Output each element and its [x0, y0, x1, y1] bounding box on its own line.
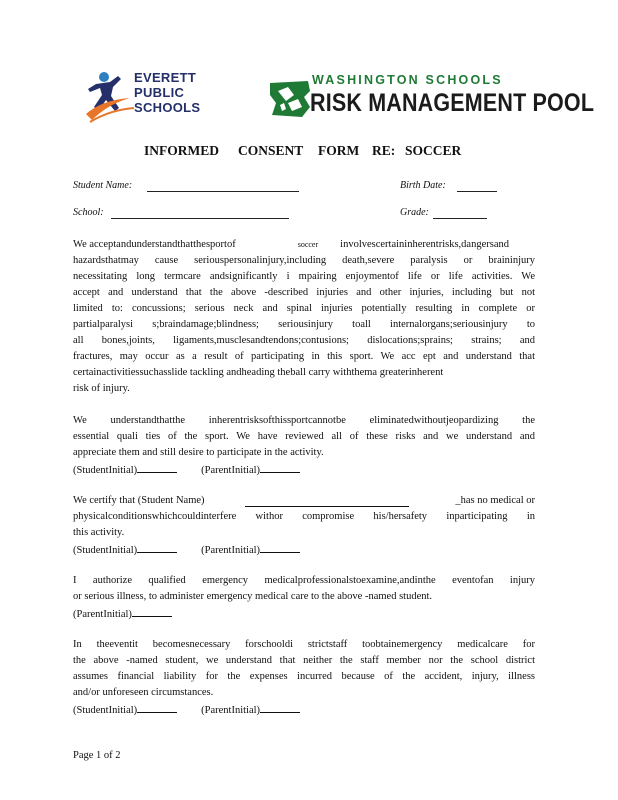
student-initial-label: (StudentInitial)	[73, 545, 138, 556]
paragraph-certify	[73, 493, 535, 559]
everett-public-schools-logo	[84, 70, 214, 126]
paragraph-line: certainactivitiessuchasslide tackling andheading theball carry withthema greaterinherent	[73, 367, 444, 378]
student-name-inline-field[interactable]	[245, 495, 409, 507]
paragraph-risks	[73, 237, 535, 397]
student-name-label: Student Name:	[73, 180, 133, 191]
paragraph-line: We certify that (Student Name) _has no medical or	[73, 495, 535, 506]
title-word: CONSENT	[238, 143, 304, 158]
student-initial-label: (StudentInitial)	[73, 705, 138, 716]
paragraph-line: assumes financial liability for the expenses incurred because of the accident, injury, illness	[73, 671, 535, 682]
initials-line	[73, 605, 535, 623]
title-word: SOCCER	[405, 143, 462, 158]
paragraph-line: I authorize qualified emergency medicalprofessionalstoexamine,andinthe eventofan injury	[73, 575, 535, 586]
parent-initial-label: (ParentInitial)	[201, 705, 261, 716]
paragraph-line: this activity.	[73, 527, 125, 538]
grade-field[interactable]	[433, 217, 487, 219]
birth-date-field[interactable]	[457, 190, 497, 192]
wsrmp-logo	[268, 73, 595, 127]
paragraph-line: or serious illness, to administer emergency medical care to the above -named student.	[73, 591, 433, 602]
initials-line	[73, 701, 535, 719]
school-field[interactable]	[111, 217, 289, 219]
paragraph-line: the above -named student, we understand that neither the staff member nor the school district	[73, 655, 535, 666]
paragraph-line: partialparalysi s;braindamage;blindness; seriousinjury toall internalorgans;seriousinjury to	[73, 319, 535, 330]
paragraph-line: necessitating long termcare andsignificantly i mpairing enjoymentof life or life activities. We	[73, 271, 535, 282]
wsrmp-top-text: WASHINGTON SCHOOLS	[312, 73, 503, 87]
paragraph-line: In theeventit becomesnecessary forschooldi strictstaff toobtainemergency medicalcare for	[73, 639, 535, 650]
paragraph-line: and/or unforeseen circumstances.	[73, 687, 214, 698]
everett-logo-text: EVERETT PUBLIC SCHOOLS	[134, 70, 201, 115]
paragraph-line: risk of injury.	[73, 383, 130, 394]
parent-initial-field[interactable]	[132, 605, 172, 617]
page-number: Page 1 of 2	[73, 750, 121, 761]
student-initial-field[interactable]	[137, 461, 177, 473]
parent-initial-field[interactable]	[260, 541, 300, 553]
paragraph-line: physicalconditionswhichcouldinterfere withor compromise his/hersafety inparticipating in	[73, 511, 535, 522]
parent-initial-field[interactable]	[260, 701, 300, 713]
runner-figure-icon	[84, 70, 136, 126]
paragraph-line: essential quali ties of the sport. We have reviewed all of these risks and we understand and	[73, 431, 535, 442]
paragraph-line: fractures, may occur as a result of participating in this sport. We acc ept and understand that	[73, 351, 535, 362]
parent-initial-field[interactable]	[260, 461, 300, 473]
initials-line	[73, 541, 535, 559]
paragraph-line: all bones,joints, ligaments,musclesandtendons;contusions; dislocations;sprains; strains; and	[73, 335, 535, 346]
title-word: RE:	[372, 143, 396, 158]
sport-name: soccer	[297, 240, 319, 249]
paragraph-line: hazardsthatmay cause seriouspersonalinjury,including death,severe paralysis or braininjury	[73, 255, 535, 266]
student-name-field[interactable]	[147, 190, 299, 192]
title-word: INFORMED	[144, 143, 219, 158]
title-word: FORM	[318, 143, 360, 158]
initials-line	[73, 461, 535, 479]
washington-map-icon	[268, 77, 312, 119]
parent-initial-label: (ParentInitial)	[201, 545, 261, 556]
student-initial-field[interactable]	[137, 701, 177, 713]
paragraph-emergency-care	[73, 637, 535, 719]
form-title	[0, 143, 618, 161]
student-initial-field[interactable]	[137, 541, 177, 553]
grade-label: Grade:	[400, 207, 429, 218]
paragraph-line: appreciate them and still desire to participate in the activity.	[73, 447, 324, 458]
parent-initial-label: (ParentInitial)	[201, 465, 261, 476]
student-initial-label: (StudentInitial)	[73, 465, 138, 476]
paragraph-authorize	[73, 573, 535, 623]
paragraph-line: limited to: concussions; serious neck and spinal injuries potentially resulting in complete or	[73, 303, 535, 314]
paragraph-line: We acceptandunderstandthatthesportof soccer involvescertaininherentrisks,dangersand	[73, 239, 509, 250]
birth-date-label: Birth Date:	[400, 180, 446, 191]
parent-initial-label: (ParentInitial)	[73, 609, 132, 620]
paragraph-line: accept and understand that the above -described injuries and other injuries, including but not	[73, 287, 535, 298]
paragraph-line: We understandthatthe inherentrisksofthissportcannotbe eliminatedwithoutjeopardizing the	[73, 415, 535, 426]
wsrmp-bottom-text: RISK MANAGEMENT POOL	[310, 89, 595, 117]
school-label: School:	[73, 207, 104, 218]
paragraph-inherent-risks	[73, 413, 535, 479]
